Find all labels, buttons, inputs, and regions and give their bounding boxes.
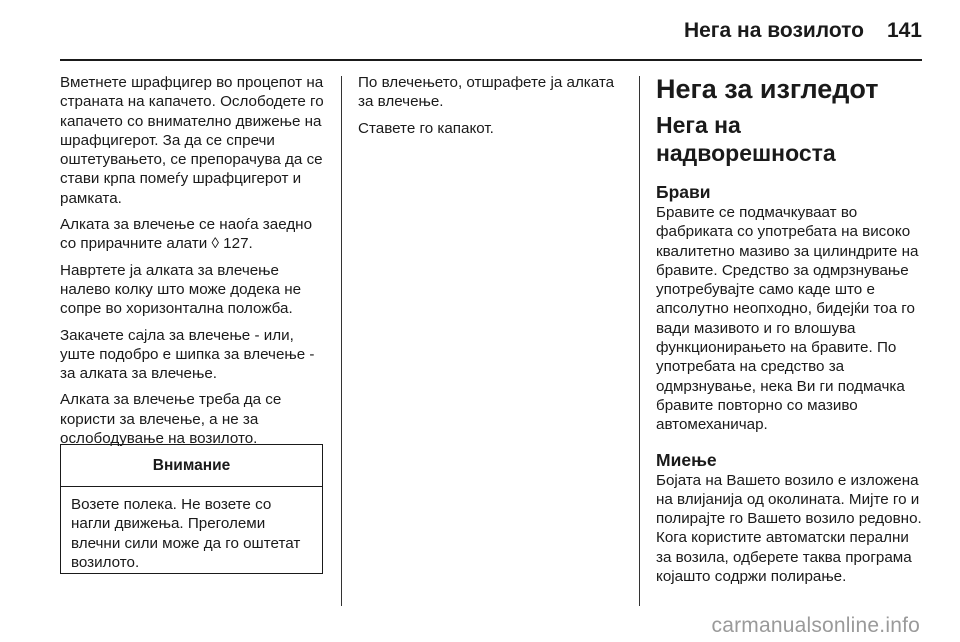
paragraph: Алката за влечење треба да се користи за влечење, а не за ослободување на возилото. — [60, 391, 282, 448]
warning-title: Внимание — [61, 445, 322, 487]
warning-box — [60, 444, 323, 574]
warning-text: Возете полека. Не возете со нагли движења. Преголеми влечни сили може да го оштетат возилото. — [71, 496, 301, 571]
subsection-title: Нега на надворешноста — [656, 112, 836, 166]
paragraph: Навртете ја алката за влечење налево колку што може додека не сопре во хоризонтална положба. — [60, 261, 302, 318]
topic-text-locks: Бравите се подмачкуваат во фабриката со употребата на високо квалитетно мазиво за цилиндрите на бравите. Средство за одмрзнување употребувајте само каде што е апсолутно неопходно, бидејќи тоа го вади мазивото и го влошува функционирањето на бравите. По употребата на средство за одмрзнување, нека Ви ги подмачка бравите повторно со мазиво автомеханичар. — [656, 204, 919, 434]
section-title: Нега за изгледот — [656, 74, 879, 104]
column-3 — [656, 73, 926, 593]
topic-title-washing: Миење — [656, 449, 717, 470]
column-divider-1 — [341, 76, 342, 606]
paragraph: По влечењето, отшрафете ја алката за влечење. — [358, 74, 615, 111]
paragraph: Вметнете шрафцигер во процепот на странaта на капачето. Ослободете го капачето со внимателно движење на шрафцигерот. За да се спречи оштетувањето, се препорачува да се стави крпа помеѓу шрафцигерот и рамката. — [60, 74, 324, 207]
header-title: Нега на возилото — [683, 19, 864, 42]
page-number: 141 — [886, 19, 922, 42]
paragraph: Ставете го капакот. — [358, 119, 494, 137]
paragraph: Закачете сајла за влечење - или, уште подобро е шипка за влечење - за алката за влечење. — [60, 326, 315, 383]
column-2 — [358, 73, 620, 145]
header-divider — [60, 59, 922, 61]
topic-text-washing: Бојата на Вашето возило е изложена на влијанија од околината. Мијте го и полирајте го Вашето возило редовно. Кога користите автоматски перални за возила, одберете таква програма којашто содржи полирање. — [656, 471, 922, 586]
paragraph: Алката за влечење се наоѓа заедно со прирачните алати ◊ 127. — [60, 216, 313, 253]
column-divider-2 — [639, 76, 640, 606]
watermark: carmanualsonline.info — [711, 614, 920, 637]
topic-title-locks: Брави — [656, 182, 711, 202]
column-1 — [60, 73, 330, 455]
